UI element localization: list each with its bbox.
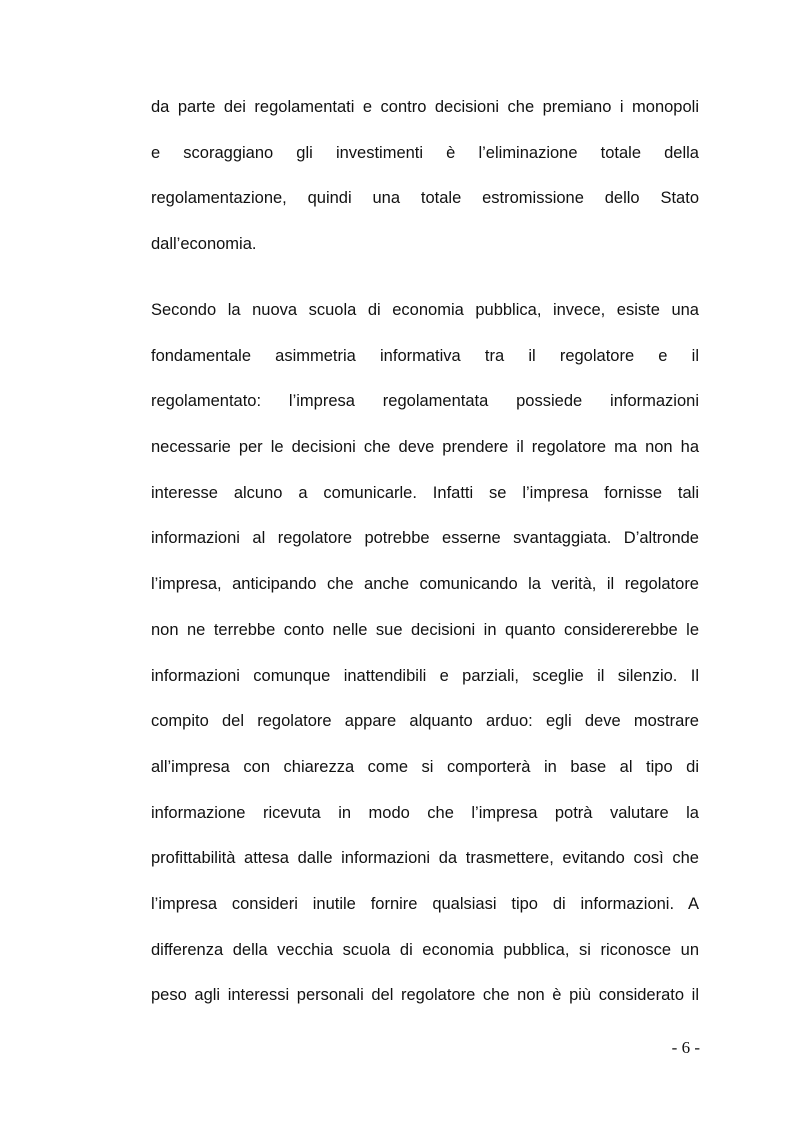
text-line: informazioni comunque inattendibili e parziali, sceglie il silenzio. Il — [151, 666, 699, 685]
text-line: da parte dei regolamentati e contro decisioni che premiano i monopoli — [151, 98, 699, 116]
text-line: fondamentale asimmetria informativa tra il regolatore e il — [151, 346, 699, 365]
text-line: all’impresa con chiarezza come si comporterà in base al tipo di — [151, 757, 699, 776]
text-line: profittabilità attesa dalle informazioni da trasmettere, evitando così che — [151, 849, 699, 868]
text-line: regolamentazione, quindi una totale estromissione dello Stato — [151, 189, 699, 208]
page-number: - 6 - — [671, 1038, 700, 1057]
text-line: non ne terrebbe conto nelle sue decisioni in quanto considererebbe le — [151, 620, 699, 639]
text-line: Secondo la nuova scuola di economia pubblica, invece, esiste una — [151, 301, 699, 319]
text-line: peso agli interessi personali del regolatore che non è più considerato il — [151, 986, 699, 1005]
text-line: differenza della vecchia scuola di economia pubblica, si riconosce un — [151, 940, 699, 959]
text-line: necessarie per le decisioni che deve prendere il regolatore ma non ha — [151, 438, 699, 457]
text-line: informazione ricevuta in modo che l’impresa potrà valutare la — [151, 803, 699, 822]
paragraph-2 — [151, 298, 699, 1029]
text-line: l’impresa consideri inutile fornire qualsiasi tipo di informazioni. A — [151, 894, 699, 913]
text-line: regolamentato: l’impresa regolamentata possiede informazioni — [151, 392, 699, 411]
text-line: compito del regolatore appare alquanto arduo: egli deve mostrare — [151, 712, 699, 731]
text-line: informazioni al regolatore potrebbe esserne svantaggiata. D’altronde — [151, 529, 699, 548]
text-line: dall’economia. — [151, 235, 257, 254]
text-line: e scoraggiano gli investimenti è l’eliminazione totale della — [151, 143, 699, 162]
text-line: l’impresa, anticipando che anche comunicando la verità, il regolatore — [151, 575, 699, 594]
paragraph-1 — [151, 95, 699, 278]
text-line: interesse alcuno a comunicarle. Infatti se l’impresa fornisse tali — [151, 483, 699, 502]
